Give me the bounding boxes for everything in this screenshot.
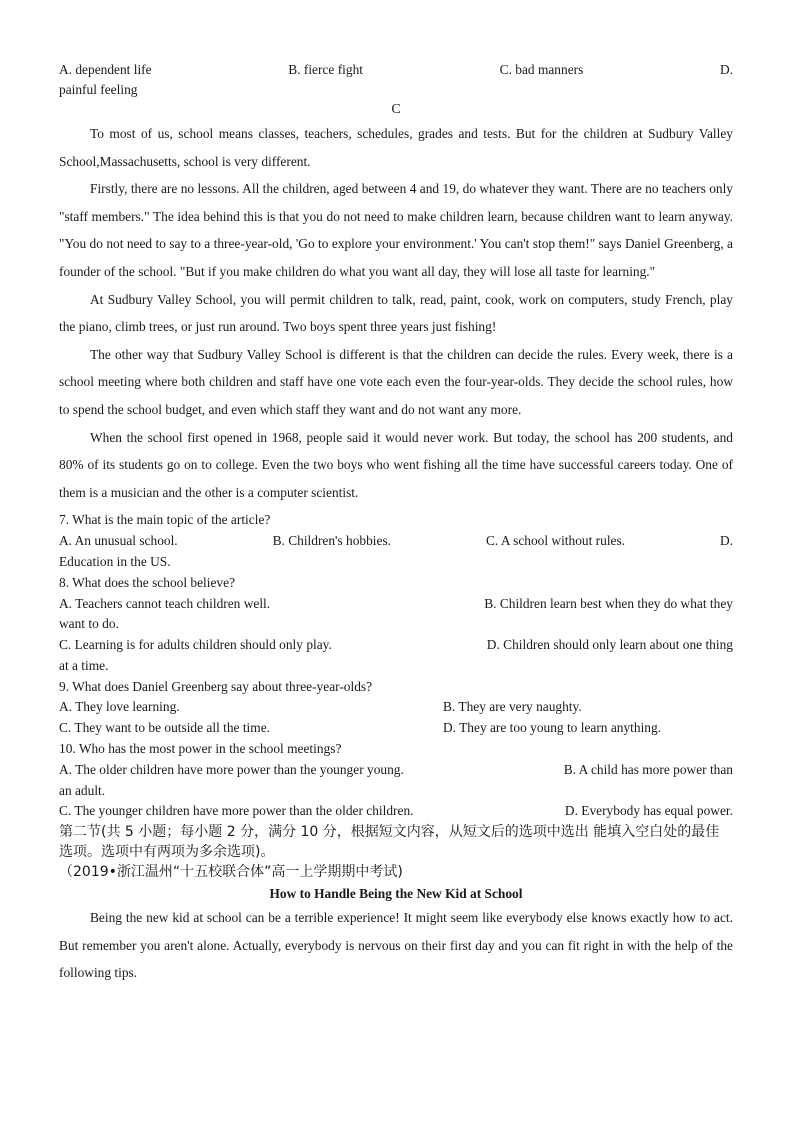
passage-paragraph: To most of us, school means classes, teachers, schedules, grades and tests. But for the children at Sudbury Valley School,Massachusetts, school is very different. [59, 126, 733, 169]
option-b: B. fierce fight [288, 62, 363, 77]
q7-option-b: B. Children's hobbies. [272, 533, 392, 549]
section-2-instruction: 第二节(共 5 小题；每小题 2 分，满分 10 分，根据短文内容，从短文后的选项中选出 能填入空白处的最佳选项。选项中有两项为多余选项)。 [59, 824, 720, 861]
q9-option-a: A. They love learning. [59, 699, 180, 715]
q8-option-d-continued: at a time. [59, 657, 109, 673]
q8-option-c: C. Learning is for adults children should only play. [59, 637, 332, 653]
question-8-options-cd [59, 635, 733, 656]
prev-question-options [59, 60, 733, 80]
question-8-options-ab [59, 594, 733, 615]
question-10-options-cd [59, 801, 733, 822]
passage-paragraph: The other way that Sudbury Valley School is different is that the children can decide the rules. Every week, there is a school meeting where both children and staff have one vote each even the four-year-olds. They decide the school rules, how to spend the school budget, and even which staff they want and do not want any more. [59, 346, 733, 417]
q7-option-d: D. [719, 533, 733, 549]
passage-title: How to Handle Being the New Kid at School [269, 886, 523, 902]
option-d-continued: painful feeling [59, 82, 138, 97]
q9-option-b: B. They are very naughty. [443, 699, 582, 715]
question-7-options [59, 531, 733, 552]
question-7-stem: 7. What is the main topic of the article? [59, 512, 271, 528]
question-9-stem: 9. What does Daniel Greenberg say about three-year-olds? [59, 678, 373, 694]
q9-option-c: C. They want to be outside all the time. [59, 720, 270, 736]
q8-option-a: A. Teachers cannot teach children well. [59, 595, 271, 611]
q7-option-a: A. An unusual school. [59, 533, 178, 549]
q10-option-a: A. The older children have more power than the younger young. [59, 761, 404, 777]
q9-option-d: D. They are too young to learn anything. [443, 720, 662, 736]
q10-option-b-continued: an adult. [59, 782, 106, 798]
section-2-source: （2019•浙江温州“十五校联合体”高一上学期期中考试) [59, 864, 403, 881]
question-10-stem: 10. Who has the most power in the school meetings? [59, 741, 342, 757]
option-c: C. bad manners [499, 62, 584, 77]
q8-option-b: B. Children learn best when they do what they [484, 595, 733, 611]
question-9-options-ab [59, 697, 733, 718]
passage-paragraph: When the school first opened in 1968, people said it would never work. But today, the school has 200 students, and 80% of its students go on to college. Even the two boys who went fishing all the time have successful careers today. One of them is a musician and the other is a computer scientist. [59, 429, 733, 500]
passage-paragraph: At Sudbury Valley School, you will permit children to talk, read, paint, cook, work on computers, study French, play the piano, climb trees, or just run around. Two boys spent three years just fishing! [59, 291, 733, 335]
passage-paragraph: Being the new kid at school can be a terrible experience! It might seem like everybody else knows exactly how to act. But remember you aren't alone. Actually, everybody is nervous on their first day and you can fit right in with the help of the following tips. [59, 910, 733, 981]
section-label: C [391, 102, 401, 117]
q8-option-b-continued: want to do. [59, 616, 119, 632]
q10-option-c: C. The younger children have more power than the older children. [59, 803, 414, 819]
q10-option-b: B. A child has more power than [563, 761, 733, 777]
passage-paragraph: Firstly, there are no lessons. All the children, aged between 4 and 19, do whatever they want. There are no teachers only "staff members." The idea behind this is that you do not need to make children learn, because children want to learn anyway. "You do not need to say to a three-year-old, 'Go to explore your environment.' You can't stop them!" says Daniel Greenberg, a founder of the school. "But if you make children do what you want all day, they will lose all taste for learning." [59, 181, 733, 279]
q8-option-d: D. Children should only learn about one thing [486, 637, 733, 653]
question-10-options-ab [59, 760, 733, 781]
q7-option-d-continued: Education in the US. [59, 553, 171, 569]
option-a: A. dependent life [59, 62, 152, 77]
option-d: D. [719, 62, 733, 77]
question-8-stem: 8. What does the school believe? [59, 574, 236, 590]
q7-option-c: C. A school without rules. [485, 533, 626, 549]
question-9-options-cd [59, 718, 733, 739]
document-page [59, 60, 733, 987]
q10-option-d: D. Everybody has equal power. [564, 803, 733, 819]
